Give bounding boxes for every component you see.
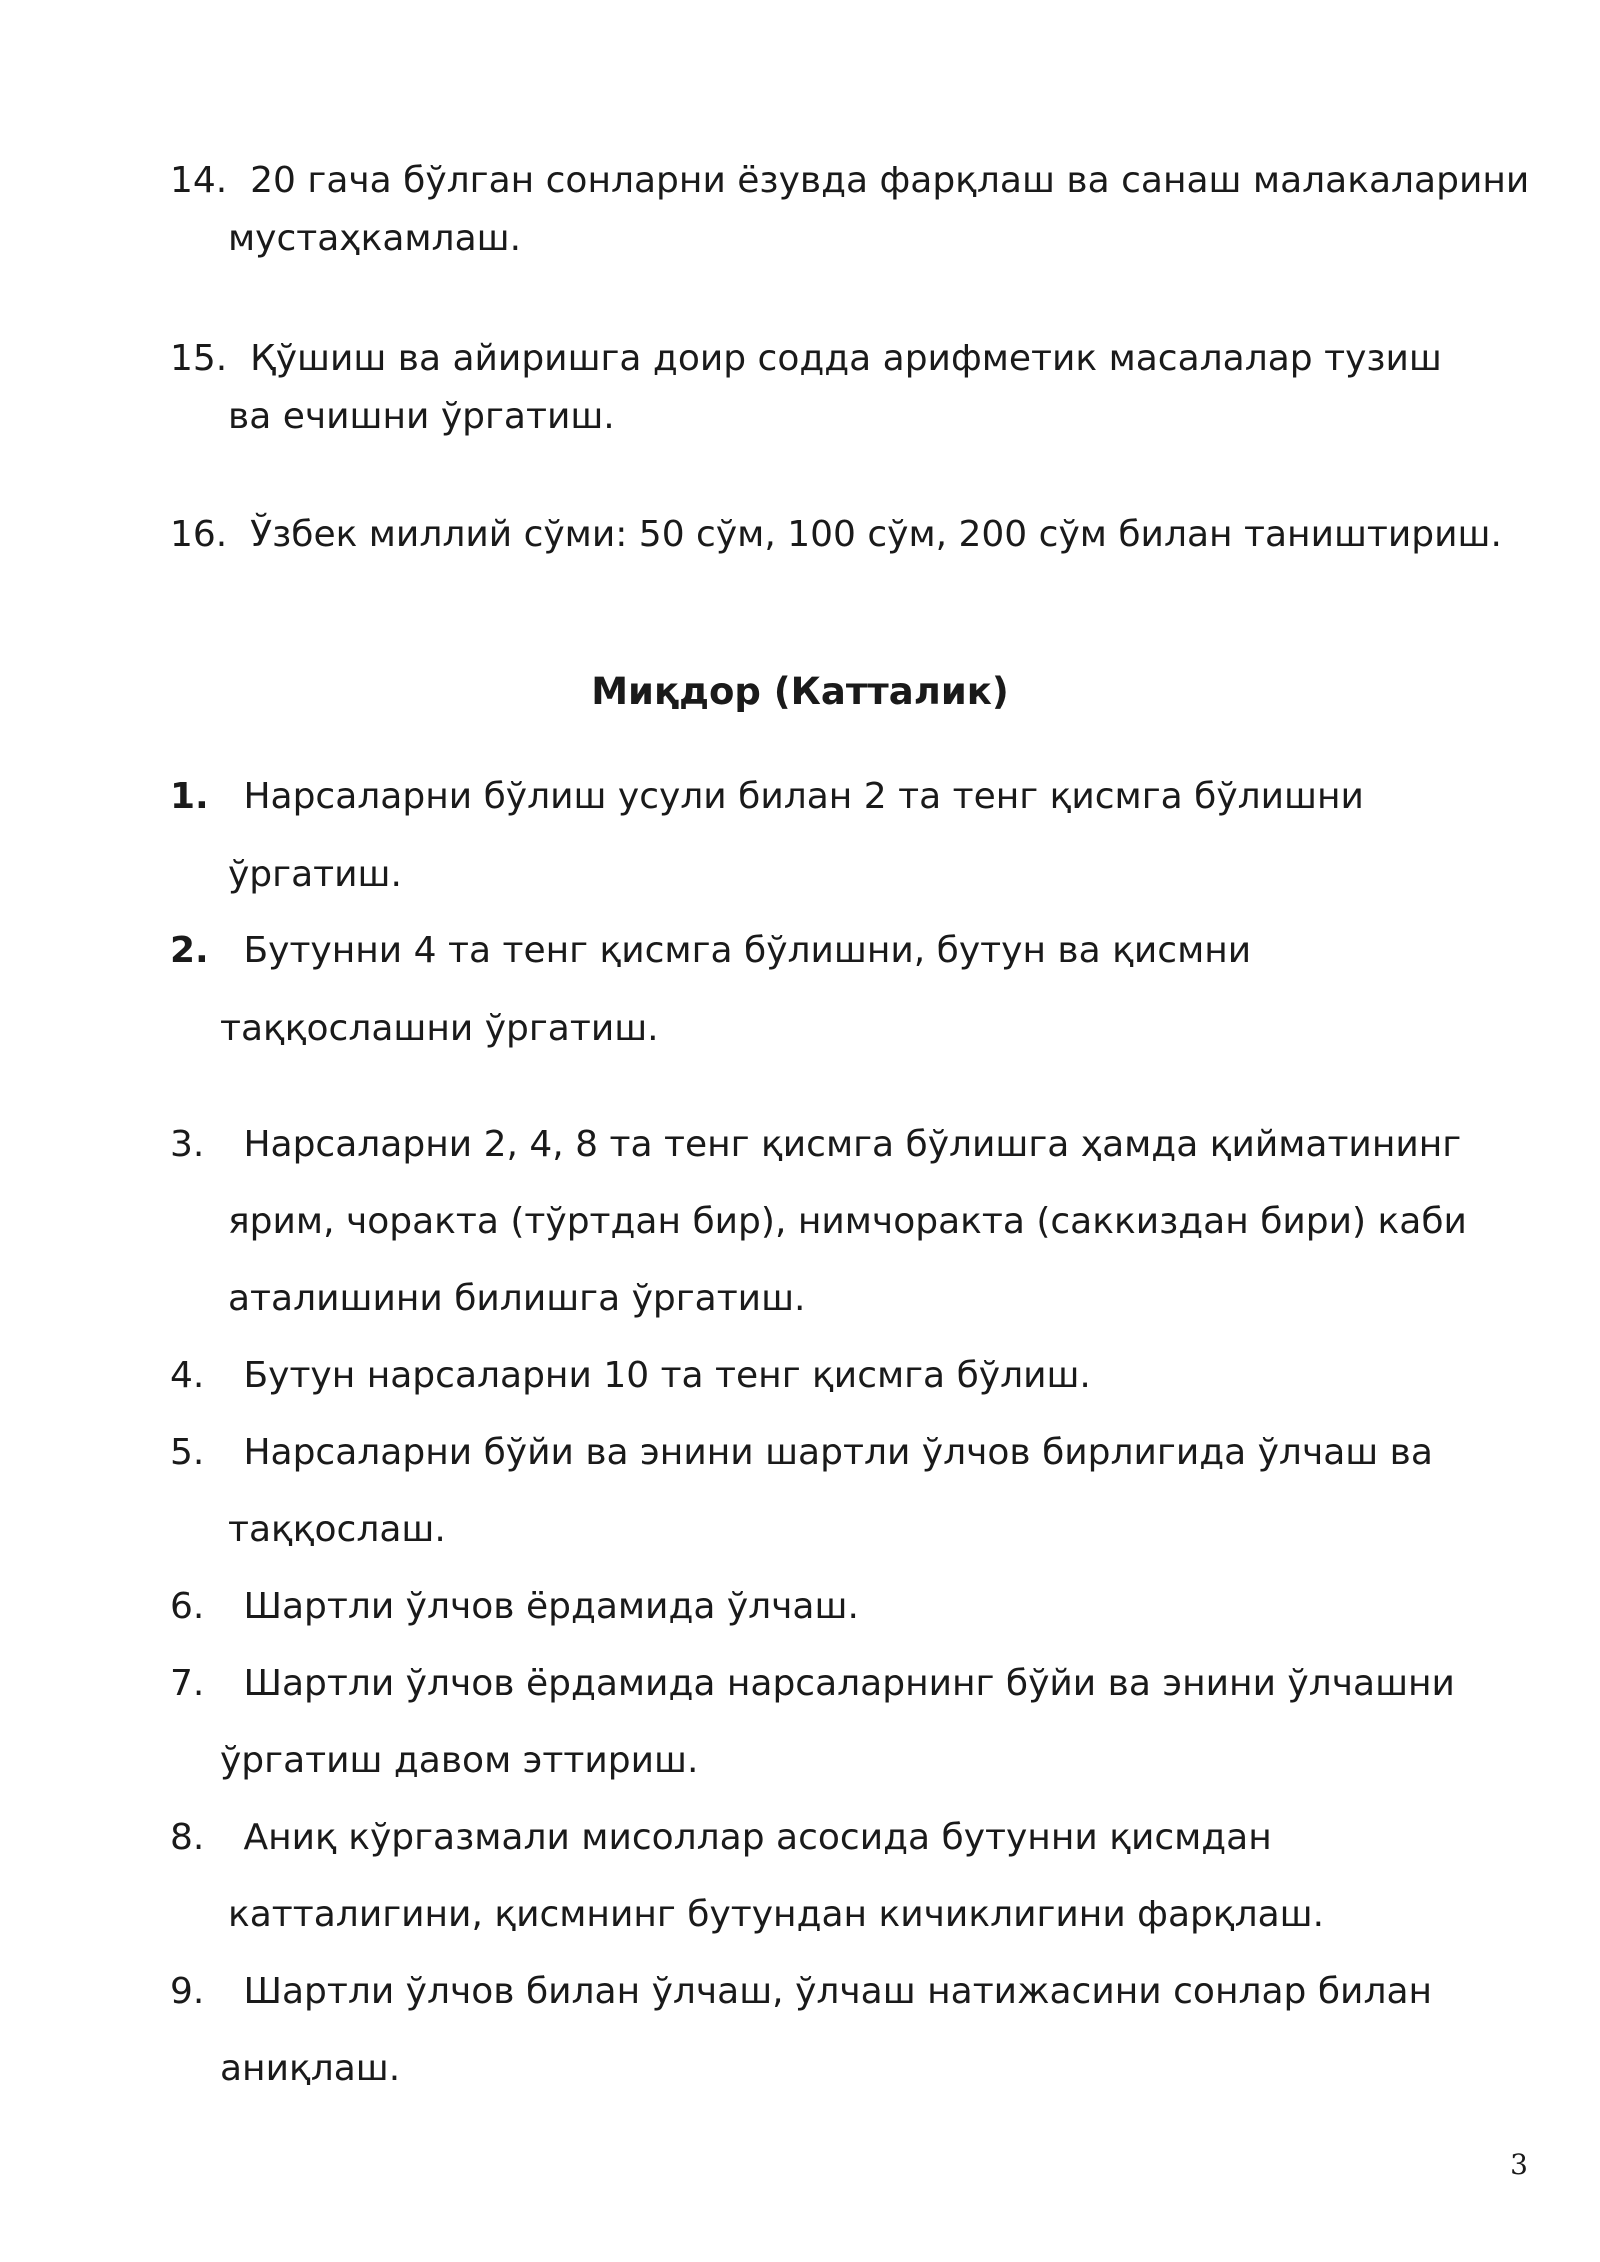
list-text-continuation: катталигини, қисмнинг бутундан кичиклигини фарқлаш. bbox=[228, 1894, 1325, 1935]
list-number: 2. bbox=[170, 930, 209, 971]
list-item-14-continuation: мустаҳкамлаш. bbox=[228, 218, 522, 259]
list-text: Нарсаларни 2, 4, 8 та тенг қисмга бўлишга ҳамда қийматининг bbox=[243, 1124, 1462, 1165]
list-text: Аниқ кўргазмали мисоллар асосида бутунни қисмдан bbox=[243, 1817, 1272, 1858]
list-number: 14. bbox=[170, 160, 228, 201]
page-number: 3 bbox=[1510, 2148, 1528, 2181]
list-number: 6. bbox=[170, 1586, 205, 1627]
list-number: 9. bbox=[170, 1971, 205, 2012]
list-text: Шартли ўлчов билан ўлчаш, ўлчаш натижасини сонлар билан bbox=[243, 1971, 1433, 2012]
list-item-14 bbox=[170, 160, 1529, 201]
section-item-3 bbox=[170, 1124, 1461, 1165]
list-item-16 bbox=[170, 514, 1502, 555]
list-text: Бутун нарсаларни 10 та тенг қисмга бўлиш. bbox=[243, 1355, 1091, 1396]
list-number: 8. bbox=[170, 1817, 205, 1858]
list-number: 16. bbox=[170, 514, 228, 555]
list-text-continuation: аталишини билишга ўргатиш. bbox=[228, 1278, 806, 1319]
section-item-7 bbox=[170, 1663, 1455, 1704]
section-item-6 bbox=[170, 1586, 859, 1627]
list-number: 4. bbox=[170, 1355, 205, 1396]
list-number: 7. bbox=[170, 1663, 205, 1704]
list-text-continuation: ярим, чоракта (тўртдан бир), нимчоракта (саккиздан бири) каби bbox=[228, 1201, 1467, 1242]
list-text: Ўзбек миллий сўми: 50 сўм, 100 сўм, 200 сўм билан таништириш. bbox=[250, 514, 1502, 555]
list-text-continuation: ўргатиш давом эттириш. bbox=[220, 1740, 699, 1781]
list-text: Қўшиш ва айиришга доир содда арифметик масалалар тузиш bbox=[250, 338, 1442, 379]
list-text: Шартли ўлчов ёрдамида ўлчаш. bbox=[243, 1586, 859, 1627]
list-text-continuation: таққослашни ўргатиш. bbox=[220, 1008, 659, 1049]
list-item-15-continuation: ва ечишни ўргатиш. bbox=[228, 396, 615, 437]
list-item-15 bbox=[170, 338, 1442, 379]
list-number: 5. bbox=[170, 1432, 205, 1473]
section-item-2 bbox=[170, 930, 1251, 971]
list-text: Нарсаларни бўлиш усули билан 2 та тенг қисмга бўлишни bbox=[243, 776, 1364, 817]
list-number: 3. bbox=[170, 1124, 205, 1165]
list-number: 1. bbox=[170, 776, 209, 817]
section-item-5 bbox=[170, 1432, 1433, 1473]
list-text: Бутунни 4 та тенг қисмга бўлишни, бутун ва қисмни bbox=[243, 930, 1252, 971]
section-item-9 bbox=[170, 1971, 1432, 2012]
list-text: 20 гача бўлган сонларни ёзувда фарқлаш ва санаш малакаларини bbox=[250, 160, 1530, 201]
section-heading: Миқдор (Катталик) bbox=[591, 670, 1009, 713]
list-text-continuation: аниқлаш. bbox=[220, 2048, 401, 2089]
list-text: Шартли ўлчов ёрдамида нарсаларнинг бўйи ва энини ўлчашни bbox=[243, 1663, 1455, 1704]
section-item-1 bbox=[170, 776, 1364, 817]
list-text: Нарсаларни бўйи ва энини шартли ўлчов бирлигида ўлчаш ва bbox=[243, 1432, 1433, 1473]
section-item-8 bbox=[170, 1817, 1272, 1858]
section-item-4 bbox=[170, 1355, 1091, 1396]
list-text-continuation: ўргатиш. bbox=[228, 854, 402, 895]
list-text-continuation: таққослаш. bbox=[228, 1509, 446, 1550]
list-number: 15. bbox=[170, 338, 228, 379]
